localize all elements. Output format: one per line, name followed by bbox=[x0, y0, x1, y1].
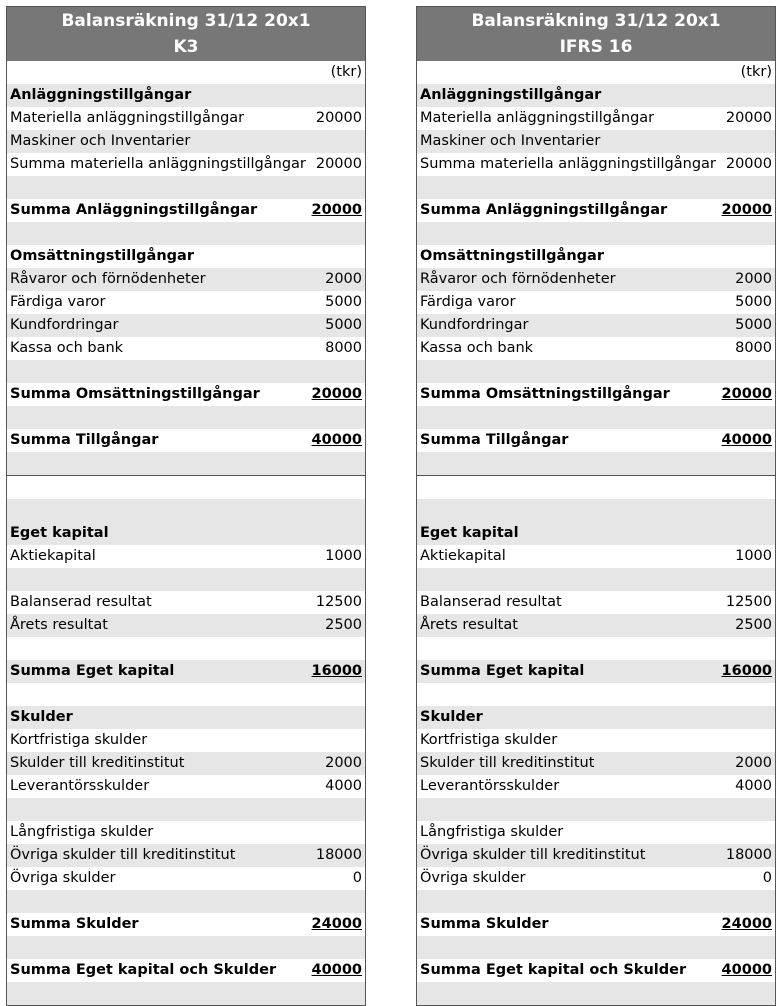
row-label: Summa Eget kapital och Skulder bbox=[10, 962, 277, 978]
table-row bbox=[417, 890, 775, 913]
row-value: 2000 bbox=[735, 755, 772, 771]
row-label: Summa Anläggningstillgångar bbox=[10, 202, 258, 218]
table-row bbox=[417, 637, 775, 660]
row-value: (tkr) bbox=[740, 64, 772, 80]
table-row bbox=[417, 798, 775, 821]
table-row bbox=[7, 268, 365, 291]
table-row bbox=[7, 637, 365, 660]
table-row bbox=[417, 406, 775, 429]
row-value: 8000 bbox=[735, 340, 772, 356]
table-row bbox=[417, 452, 775, 475]
row-value: 5000 bbox=[735, 317, 772, 333]
row-value: 2000 bbox=[325, 271, 362, 287]
sheet-subtitle: K3 bbox=[173, 37, 199, 57]
row-label bbox=[420, 637, 722, 660]
table-row bbox=[7, 107, 365, 130]
table-row bbox=[7, 499, 365, 522]
total-row bbox=[7, 199, 365, 222]
row-label: Färdiga varor bbox=[420, 294, 516, 310]
row-label: Leverantörsskulder bbox=[10, 778, 150, 794]
row-value: 2500 bbox=[735, 617, 772, 633]
row-label bbox=[420, 222, 722, 245]
row-label: Summa materiella anläggningstillgångar bbox=[420, 156, 716, 172]
section-heading-row bbox=[417, 84, 775, 107]
row-value bbox=[312, 222, 362, 245]
row-value: 18000 bbox=[315, 847, 362, 863]
row-value bbox=[312, 406, 362, 429]
row-label: Summa Skulder bbox=[10, 916, 139, 932]
row-label: Maskiner och Inventarier bbox=[420, 133, 601, 149]
table-row bbox=[7, 752, 365, 775]
row-value bbox=[312, 982, 362, 1005]
row-label: Summa Omsättningstillgångar bbox=[10, 386, 260, 402]
table-row bbox=[7, 314, 365, 337]
row-label: Balanserad resultat bbox=[420, 594, 562, 610]
total-row bbox=[7, 660, 365, 683]
row-value: 1000 bbox=[325, 548, 362, 564]
row-label: Anläggningstillgångar bbox=[10, 87, 192, 103]
row-label: Årets resultat bbox=[420, 617, 518, 633]
row-label bbox=[420, 936, 722, 959]
row-value bbox=[722, 176, 772, 199]
sheet-title: Balansräkning 31/12 20x1 bbox=[471, 11, 721, 31]
row-value: 20000 bbox=[725, 156, 772, 172]
row-value: 20000 bbox=[311, 386, 362, 402]
row-label: Kassa och bank bbox=[420, 340, 534, 356]
section-heading-row bbox=[7, 522, 365, 545]
total-row bbox=[417, 199, 775, 222]
row-value: 20000 bbox=[721, 202, 772, 218]
table-row bbox=[7, 591, 365, 614]
row-value: 4000 bbox=[735, 778, 772, 794]
row-value: 20000 bbox=[721, 386, 772, 402]
total-row bbox=[7, 913, 365, 936]
table-row bbox=[7, 844, 365, 867]
row-value: 2000 bbox=[325, 755, 362, 771]
row-value bbox=[722, 890, 772, 913]
row-value: 24000 bbox=[311, 916, 362, 932]
table-row bbox=[7, 337, 365, 360]
row-label: Summa Eget kapital bbox=[420, 663, 585, 679]
sheet-rows bbox=[7, 61, 365, 1005]
row-value: 2500 bbox=[325, 617, 362, 633]
row-value: 20000 bbox=[315, 110, 362, 126]
row-label: Leverantörsskulder bbox=[420, 778, 560, 794]
row-value bbox=[722, 130, 772, 153]
table-row bbox=[417, 499, 775, 522]
table-row bbox=[7, 452, 365, 475]
table-row bbox=[417, 130, 775, 153]
row-value bbox=[312, 84, 362, 107]
row-value bbox=[722, 406, 772, 429]
row-label: Summa Omsättningstillgångar bbox=[420, 386, 670, 402]
row-label bbox=[420, 499, 722, 522]
sheet-rows bbox=[417, 61, 775, 1005]
row-label: Anläggningstillgångar bbox=[420, 87, 602, 103]
row-label bbox=[10, 176, 312, 199]
row-label bbox=[420, 982, 722, 1005]
row-value: 5000 bbox=[735, 294, 772, 310]
row-label: Summa Tillgångar bbox=[10, 432, 159, 448]
row-value: 1000 bbox=[735, 548, 772, 564]
total-row bbox=[417, 383, 775, 406]
row-value bbox=[312, 706, 362, 729]
row-value: 0 bbox=[352, 870, 362, 886]
row-value bbox=[312, 499, 362, 522]
row-value: 20000 bbox=[315, 156, 362, 172]
row-value bbox=[312, 568, 362, 591]
row-label: Kundfordringar bbox=[420, 317, 529, 333]
balance-sheet-ifrs16 bbox=[416, 6, 776, 1006]
table-row bbox=[7, 130, 365, 153]
row-label: Råvaror och förnödenheter bbox=[10, 271, 206, 287]
row-label bbox=[10, 890, 312, 913]
total-row bbox=[7, 383, 365, 406]
row-label: Aktiekapital bbox=[10, 548, 96, 564]
table-row bbox=[417, 729, 775, 752]
row-label bbox=[10, 360, 312, 383]
table-row bbox=[417, 614, 775, 637]
row-value: 2000 bbox=[735, 271, 772, 287]
section-heading-row bbox=[7, 706, 365, 729]
row-value bbox=[722, 245, 772, 268]
row-label: Aktiekapital bbox=[420, 548, 506, 564]
table-row bbox=[417, 337, 775, 360]
row-label bbox=[420, 476, 722, 499]
row-label: Omsättningstillgångar bbox=[10, 248, 194, 264]
table-row bbox=[7, 360, 365, 383]
row-value: 20000 bbox=[311, 202, 362, 218]
row-label bbox=[10, 936, 312, 959]
row-value: 16000 bbox=[311, 663, 362, 679]
row-value bbox=[312, 130, 362, 153]
row-label bbox=[10, 452, 312, 475]
row-value: 12500 bbox=[315, 594, 362, 610]
row-label: Eget kapital bbox=[10, 525, 109, 541]
row-label: Maskiner och Inventarier bbox=[10, 133, 191, 149]
table-row bbox=[417, 314, 775, 337]
row-label: Skulder bbox=[10, 709, 73, 725]
table-row bbox=[417, 982, 775, 1005]
row-label: Kortfristiga skulder bbox=[420, 732, 558, 748]
table-row bbox=[417, 360, 775, 383]
row-label: Summa Eget kapital bbox=[10, 663, 175, 679]
row-value bbox=[722, 222, 772, 245]
row-label bbox=[420, 176, 722, 199]
sheet-subtitle: IFRS 16 bbox=[559, 37, 633, 57]
row-value bbox=[722, 637, 772, 660]
row-label bbox=[10, 798, 312, 821]
unit-row bbox=[7, 61, 365, 84]
row-label: Skulder till kreditinstitut bbox=[10, 755, 185, 771]
row-label bbox=[420, 798, 722, 821]
table-row bbox=[417, 291, 775, 314]
row-value bbox=[722, 729, 772, 752]
table-row bbox=[7, 222, 365, 245]
row-value bbox=[312, 522, 362, 545]
row-label bbox=[420, 360, 722, 383]
row-label bbox=[420, 61, 722, 84]
row-value bbox=[722, 706, 772, 729]
row-label bbox=[10, 499, 312, 522]
row-value: 20000 bbox=[725, 110, 772, 126]
table-row bbox=[7, 821, 365, 844]
table-row bbox=[7, 545, 365, 568]
balance-sheet-k3 bbox=[6, 6, 366, 1006]
row-value: 16000 bbox=[721, 663, 772, 679]
table-row bbox=[7, 153, 365, 176]
row-value bbox=[312, 729, 362, 752]
table-row bbox=[7, 176, 365, 199]
section-heading-row bbox=[7, 84, 365, 107]
table-row bbox=[417, 475, 775, 499]
row-label: Omsättningstillgångar bbox=[420, 248, 604, 264]
row-value: 8000 bbox=[325, 340, 362, 356]
row-value: (tkr) bbox=[330, 64, 362, 80]
section-heading-row bbox=[7, 245, 365, 268]
row-value bbox=[722, 683, 772, 706]
row-label: Skulder bbox=[420, 709, 483, 725]
sheet-header bbox=[7, 7, 365, 61]
row-value bbox=[312, 476, 362, 499]
section-heading-row bbox=[417, 245, 775, 268]
total-row bbox=[417, 959, 775, 982]
row-value: 0 bbox=[762, 870, 772, 886]
row-label bbox=[10, 222, 312, 245]
row-label: Summa Tillgångar bbox=[420, 432, 569, 448]
row-value bbox=[722, 936, 772, 959]
row-label: Långfristiga skulder bbox=[420, 824, 564, 840]
row-value: 24000 bbox=[721, 916, 772, 932]
row-label: Kassa och bank bbox=[10, 340, 124, 356]
table-row bbox=[7, 614, 365, 637]
unit-row bbox=[417, 61, 775, 84]
table-row bbox=[7, 291, 365, 314]
row-value bbox=[722, 476, 772, 499]
table-row bbox=[417, 752, 775, 775]
total-row bbox=[7, 959, 365, 982]
row-label: Balanserad resultat bbox=[10, 594, 152, 610]
table-row bbox=[7, 568, 365, 591]
row-label: Årets resultat bbox=[10, 617, 108, 633]
table-row bbox=[417, 222, 775, 245]
row-value: 40000 bbox=[311, 432, 362, 448]
table-row bbox=[7, 775, 365, 798]
row-label: Övriga skulder till kreditinstitut bbox=[420, 847, 646, 863]
row-value bbox=[312, 176, 362, 199]
table-row bbox=[417, 867, 775, 890]
row-value: 12500 bbox=[725, 594, 772, 610]
row-label bbox=[420, 890, 722, 913]
row-label bbox=[10, 568, 312, 591]
row-label bbox=[420, 452, 722, 475]
row-value bbox=[722, 568, 772, 591]
table-row bbox=[7, 982, 365, 1005]
row-value bbox=[312, 360, 362, 383]
row-value: 4000 bbox=[325, 778, 362, 794]
row-label: Summa Skulder bbox=[420, 916, 549, 932]
row-value: 5000 bbox=[325, 317, 362, 333]
table-row bbox=[417, 268, 775, 291]
row-label bbox=[10, 637, 312, 660]
row-value bbox=[722, 360, 772, 383]
row-label: Övriga skulder till kreditinstitut bbox=[10, 847, 236, 863]
row-value bbox=[722, 798, 772, 821]
total-row bbox=[7, 429, 365, 452]
sheet-header bbox=[417, 7, 775, 61]
table-row bbox=[7, 683, 365, 706]
row-value bbox=[722, 452, 772, 475]
row-value bbox=[722, 499, 772, 522]
row-label: Summa materiella anläggningstillgångar bbox=[10, 156, 306, 172]
table-row bbox=[7, 867, 365, 890]
row-value bbox=[722, 84, 772, 107]
table-row bbox=[417, 176, 775, 199]
row-value bbox=[312, 798, 362, 821]
row-value bbox=[722, 522, 772, 545]
total-row bbox=[417, 429, 775, 452]
row-label bbox=[10, 683, 312, 706]
row-label bbox=[420, 568, 722, 591]
row-value: 40000 bbox=[721, 432, 772, 448]
total-row bbox=[417, 913, 775, 936]
row-value bbox=[312, 637, 362, 660]
total-row bbox=[417, 660, 775, 683]
section-heading-row bbox=[417, 522, 775, 545]
row-value bbox=[722, 821, 772, 844]
table-row bbox=[417, 545, 775, 568]
row-label bbox=[420, 683, 722, 706]
table-row bbox=[417, 591, 775, 614]
row-label bbox=[10, 61, 312, 84]
row-label: Materiella anläggningstillgångar bbox=[420, 110, 655, 126]
row-label bbox=[420, 406, 722, 429]
section-heading-row bbox=[417, 706, 775, 729]
table-row bbox=[417, 844, 775, 867]
table-row bbox=[7, 406, 365, 429]
table-row bbox=[417, 153, 775, 176]
sheet-title: Balansräkning 31/12 20x1 bbox=[61, 11, 311, 31]
row-label: Kortfristiga skulder bbox=[10, 732, 148, 748]
table-row bbox=[417, 775, 775, 798]
row-value: 18000 bbox=[725, 847, 772, 863]
row-value bbox=[312, 683, 362, 706]
row-value: 40000 bbox=[311, 962, 362, 978]
table-row bbox=[417, 821, 775, 844]
row-label: Summa Anläggningstillgångar bbox=[420, 202, 668, 218]
row-value bbox=[312, 452, 362, 475]
row-value: 5000 bbox=[325, 294, 362, 310]
row-label bbox=[10, 982, 312, 1005]
row-label: Kundfordringar bbox=[10, 317, 119, 333]
row-label: Eget kapital bbox=[420, 525, 519, 541]
row-label: Långfristiga skulder bbox=[10, 824, 154, 840]
table-row bbox=[7, 936, 365, 959]
row-label bbox=[10, 476, 312, 499]
row-label: Skulder till kreditinstitut bbox=[420, 755, 595, 771]
row-label: Råvaror och förnödenheter bbox=[420, 271, 616, 287]
row-label: Färdiga varor bbox=[10, 294, 106, 310]
row-label: Övriga skulder bbox=[10, 870, 116, 886]
table-row bbox=[7, 890, 365, 913]
table-row bbox=[417, 936, 775, 959]
row-label: Övriga skulder bbox=[420, 870, 526, 886]
row-label: Summa Eget kapital och Skulder bbox=[420, 962, 687, 978]
table-row bbox=[7, 798, 365, 821]
row-value bbox=[312, 890, 362, 913]
row-label bbox=[10, 406, 312, 429]
table-row bbox=[7, 475, 365, 499]
table-row bbox=[7, 729, 365, 752]
row-value: 40000 bbox=[721, 962, 772, 978]
row-value bbox=[312, 245, 362, 268]
row-label: Materiella anläggningstillgångar bbox=[10, 110, 245, 126]
table-row bbox=[417, 107, 775, 130]
row-value bbox=[722, 982, 772, 1005]
row-value bbox=[312, 821, 362, 844]
row-value bbox=[312, 936, 362, 959]
table-row bbox=[417, 568, 775, 591]
table-row bbox=[417, 683, 775, 706]
